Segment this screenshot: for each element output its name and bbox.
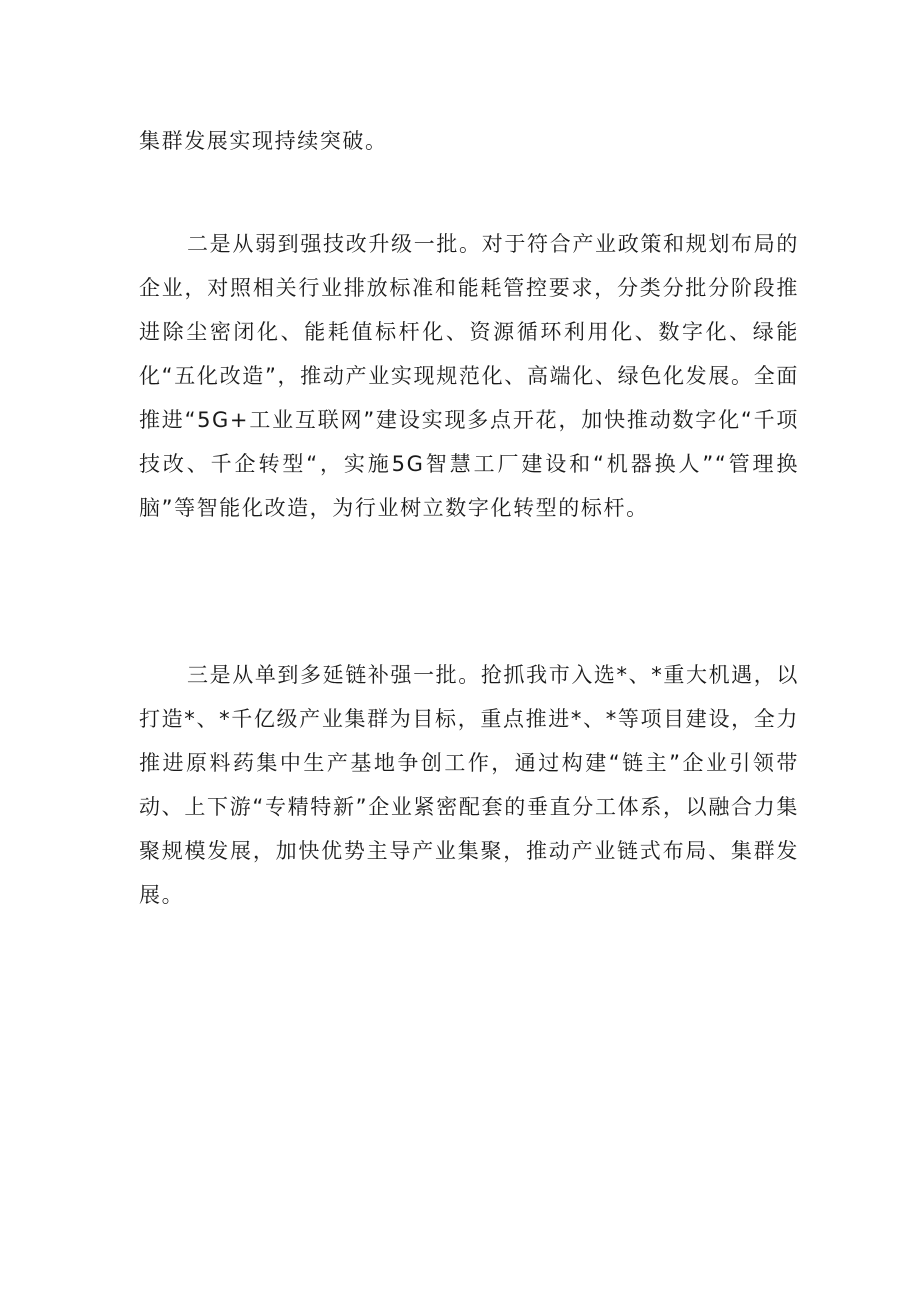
- paragraph-tech-upgrade: [139, 222, 799, 530]
- paragraph-chain-extension: [139, 653, 799, 917]
- paragraph-text: 二是从弱到强技改升级一批。对于符合产业政策和规划布局的企业，对照相关行业排放标准和能耗管控要求，分类分批分阶段推进除尘密闭化、能耗值标杆化、资源循环利用化、数字化、绿能化“五化改造”，推动产业实现规范化、高端化、绿色化发展。全面推进“5G+工业互联网”建设实现多点开花，加快推动数字化“千项技改、千企转型“，实施5G智慧工厂建设和“机器换人”“管理换脑”等智能化改造，为行业树立数字化转型的标杆。: [139, 232, 799, 520]
- paragraph-text: 集群发展实现持续突破。: [139, 129, 388, 153]
- paragraph-text: 三是从单到多延链补强一批。抢抓我市入选*、*重大机遇，以打造*、*千亿级产业集群为目标，重点推进*、*等项目建设，全力推进原料药集中生产基地争创工作，通过构建“链主”企业引领带动、上下游“专精特新”企业紧密配套的垂直分工体系，以融合力集聚规模发展，加快优势主导产业集聚，推动产业链式布局、集群发展。: [139, 663, 799, 907]
- paragraph-continuation: [139, 119, 799, 163]
